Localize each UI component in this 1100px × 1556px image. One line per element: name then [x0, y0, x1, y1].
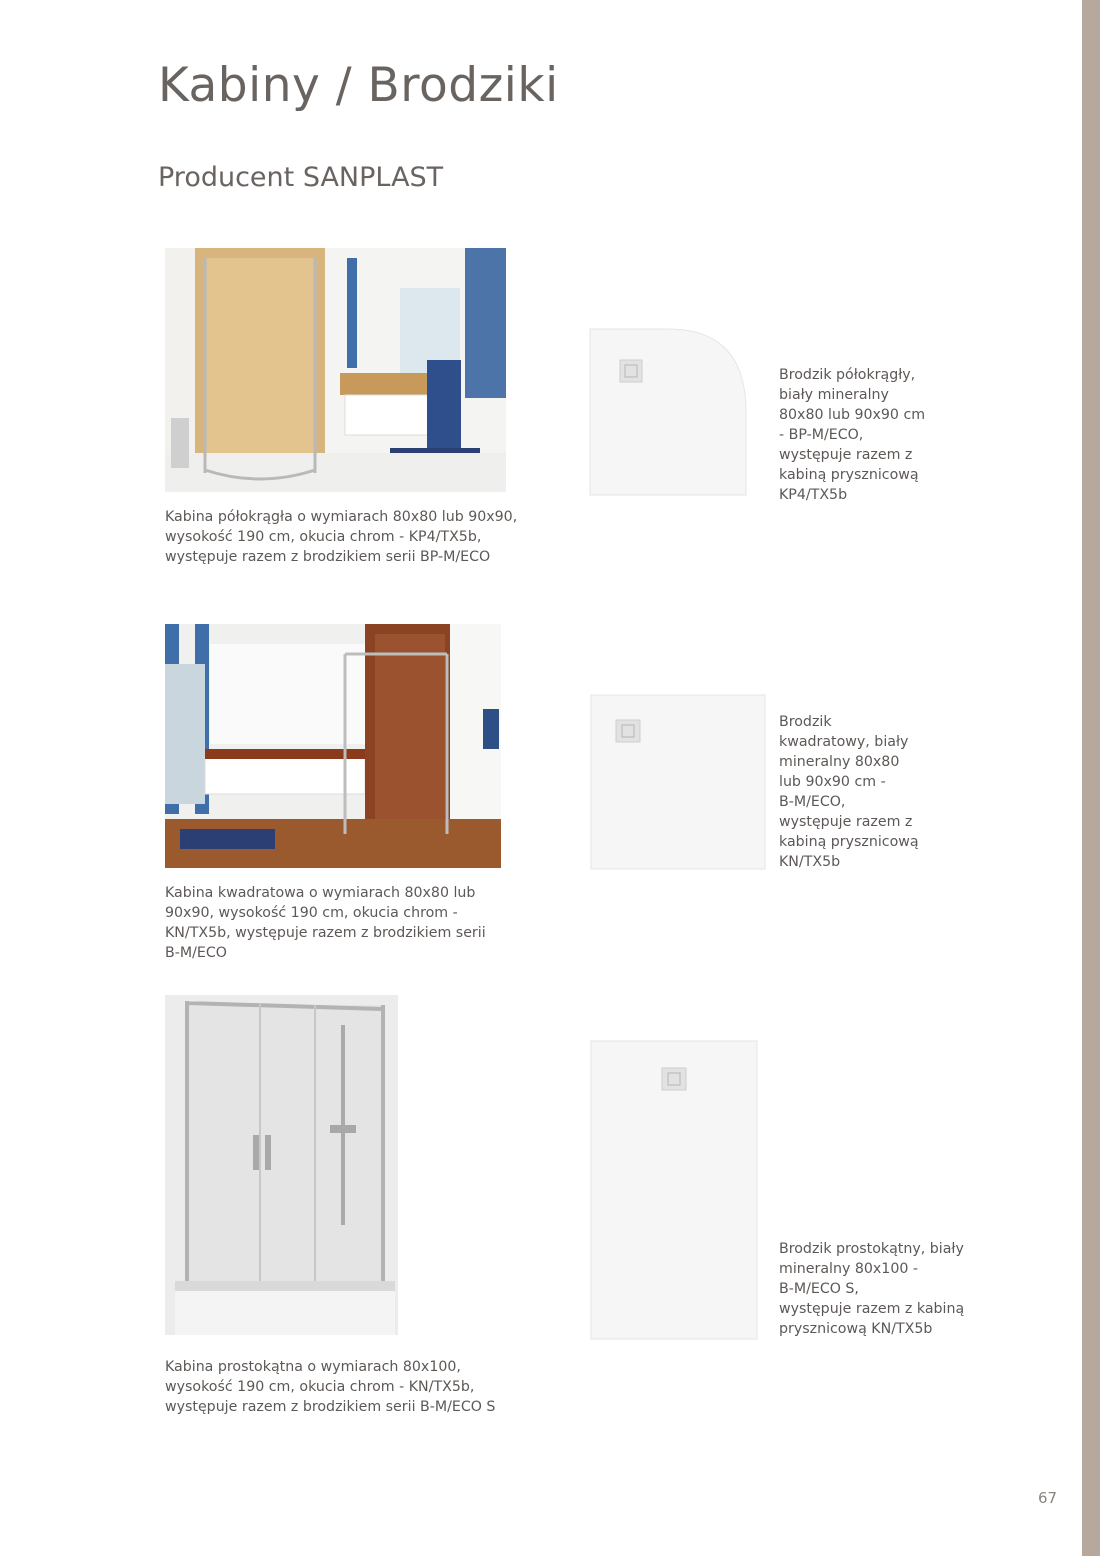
tray-square	[590, 694, 766, 870]
cabin-photo-square	[165, 624, 501, 868]
tray-description: Brodzik prostokątny, biały mineralny 80x100 - B-M/ECO S, występuje razem z kabiną prysznicową KN/TX5b	[779, 1241, 965, 1337]
side-accent-bar	[1082, 0, 1100, 1556]
cabin-caption: Kabina prostokątna o wymiarach 80x100, wysokość 190 cm, okucia chrom - KN/TX5b, występuje razem z brodzikiem serii B-M/ECO S	[165, 1359, 496, 1415]
tray-quarter-round	[588, 327, 748, 497]
page-subtitle: Producent SANPLAST	[158, 162, 444, 193]
cabin-caption: Kabina półokrągła o wymiarach 80x80 lub 90x90, wysokość 190 cm, okucia chrom - KP4/TX5b, występuje razem z brodzikiem serii BP-M/ECO	[165, 509, 518, 565]
page-title: Kabiny / Brodziki	[158, 58, 559, 113]
cabin-caption: Kabina kwadratowa o wymiarach 80x80 lub 90x90, wysokość 190 cm, okucia chrom - KN/TX5b, występuje razem z brodzikiem serii B-M/ECO	[165, 885, 486, 961]
tray-rectangular	[590, 1040, 758, 1340]
tray-description: Brodzik kwadratowy, biały mineralny 80x80 lub 90x90 cm - B-M/ECO, występuje razem z kabiną prysznicową KN/TX5b	[779, 714, 919, 870]
cabin-photo-rectangular	[165, 995, 398, 1335]
cabin-photo-quarter-round	[165, 248, 506, 492]
page-number: 67	[1038, 1489, 1058, 1507]
tray-description: Brodzik półokrągły, biały mineralny 80x80 lub 90x90 cm - BP-M/ECO, występuje razem z kabiną prysznicową KP4/TX5b	[779, 367, 926, 503]
